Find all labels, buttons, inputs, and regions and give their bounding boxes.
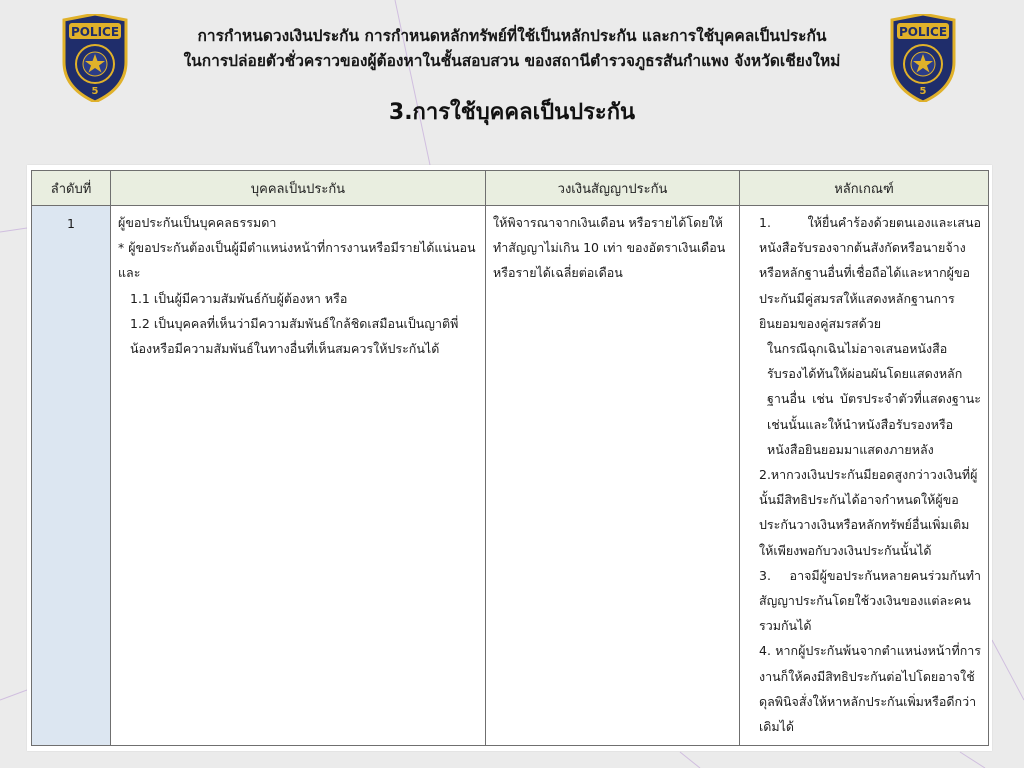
logo-text-right: POLICE	[898, 25, 948, 39]
column-header-person: บุคคลเป็นประกัน	[111, 171, 486, 206]
table-header-row	[32, 171, 989, 206]
section-title: 3.การใช้บุคคลเป็นประกัน	[388, 100, 636, 125]
police-badge-logo-left	[60, 14, 130, 102]
criteria-text-3: 2.หากวงเงินประกันมียอดสูงกว่าวงเงินที่ผู้นั้นมีสิทธิประกันได้อาจกำหนดให้ผู้ขอประกันวางเงินหรือหลักทรัพย์อื่นเพิ่มเติมให้เพียงพอกับวงเงินประกันนั้นได้	[759, 467, 978, 558]
criteria-text-4: 3. อาจมีผู้ขอประกันหลายคนร่วมกันทำสัญญาประกันโดยใช้วงเงินของแต่ละคนรวมกันได้	[759, 567, 981, 634]
police-badge-logo-right	[888, 14, 958, 102]
criteria-cell	[740, 206, 989, 746]
criteria-text-2: ในกรณีฉุกเฉินไม่อาจเสนอหนังสือรับรองได้ทันให้ผ่อนผันโดยแสดงหลักฐานอื่น เช่น บัตรประจำตัวที่แสดงฐานะเช่นนั้นและให้นำหนังสือรับรองหรือหนังสือยินยอมมาแสดงภายหลัง	[767, 341, 981, 457]
table-container	[27, 165, 992, 751]
amount-text: ให้พิจารณาจากเงินเดือน หรือรายได้โดยให้ทำสัญญาไม่เกิน 10 เท่า ของอัตราเงินเดือนหรือรายได้เฉลี่ยต่อเดือน	[493, 215, 726, 281]
column-header-amount: วงเงินสัญญาประกัน	[486, 171, 740, 206]
person-cell	[111, 206, 486, 746]
criteria-text-5: 4. หากผู้ประกันพ้นจากตำแหน่งหน้าที่การงานก็ให้คงมีสิทธิประกันต่อไปโดยอาจใช้ดุลพินิจสั่งให้หาหลักประกันเพิ่มหรือดีกว่าเดิมได้	[759, 643, 981, 735]
amount-cell	[486, 206, 740, 746]
person-text-2: * ผู้ขอประกันต้องเป็นผู้มีตำแหน่งหน้าที่การงานหรือมีรายได้แน่นอนและ	[118, 240, 476, 281]
criteria-text-1: 1. ให้ยื่นคำร้องด้วยตนเองและเสนอหนังสือรับรองจากต้นสังกัดหรือนายจ้างหรือหลักฐานอื่นที่เชื่อถือได้และหากผู้ขอประกันมีคู่สมรสให้แสดงหลักฐานการยินยอมของคู่สมรสด้วย	[759, 215, 981, 331]
logo-text-left: POLICE	[70, 25, 120, 39]
logo-number-right: 5	[919, 86, 927, 97]
table-row	[32, 206, 989, 746]
person-text-4: 1.2 เป็นบุคคลที่เห็นว่ามีความสัมพันธ์ใกล้ชิดเสมือนเป็นญาติพี่น้องหรือมีความสัมพันธ์ในทางอื่นที่เห็นสมควรให้ประกันได้	[130, 315, 459, 357]
header-line-2: ในการปล่อยตัวชั่วคราวของผู้ต้องหาในชั้นสอบสวน ของสถานีตำรวจภูธรสันกำแพง จังหวัดเชียงใหม่	[183, 52, 841, 70]
header-line-1: การกำหนดวงเงินประกัน การกำหนดหลักทรัพย์ที่ใช้เป็นหลักประกัน และการใช้บุคคลเป็นประกัน	[197, 27, 827, 45]
column-header-index: ลำดับที่	[32, 171, 111, 206]
person-text-3: 1.1 เป็นผู้มีความสัมพันธ์กับผู้ต้องหา หรือ	[130, 290, 348, 306]
row-index-cell: 1	[32, 206, 111, 746]
logo-number-left: 5	[91, 86, 99, 97]
bail-criteria-table	[31, 170, 989, 746]
column-header-criteria: หลักเกณฑ์	[740, 171, 989, 206]
page-header	[130, 24, 894, 74]
person-text-1: ผู้ขอประกันเป็นบุคคลธรรมดา	[118, 215, 277, 230]
